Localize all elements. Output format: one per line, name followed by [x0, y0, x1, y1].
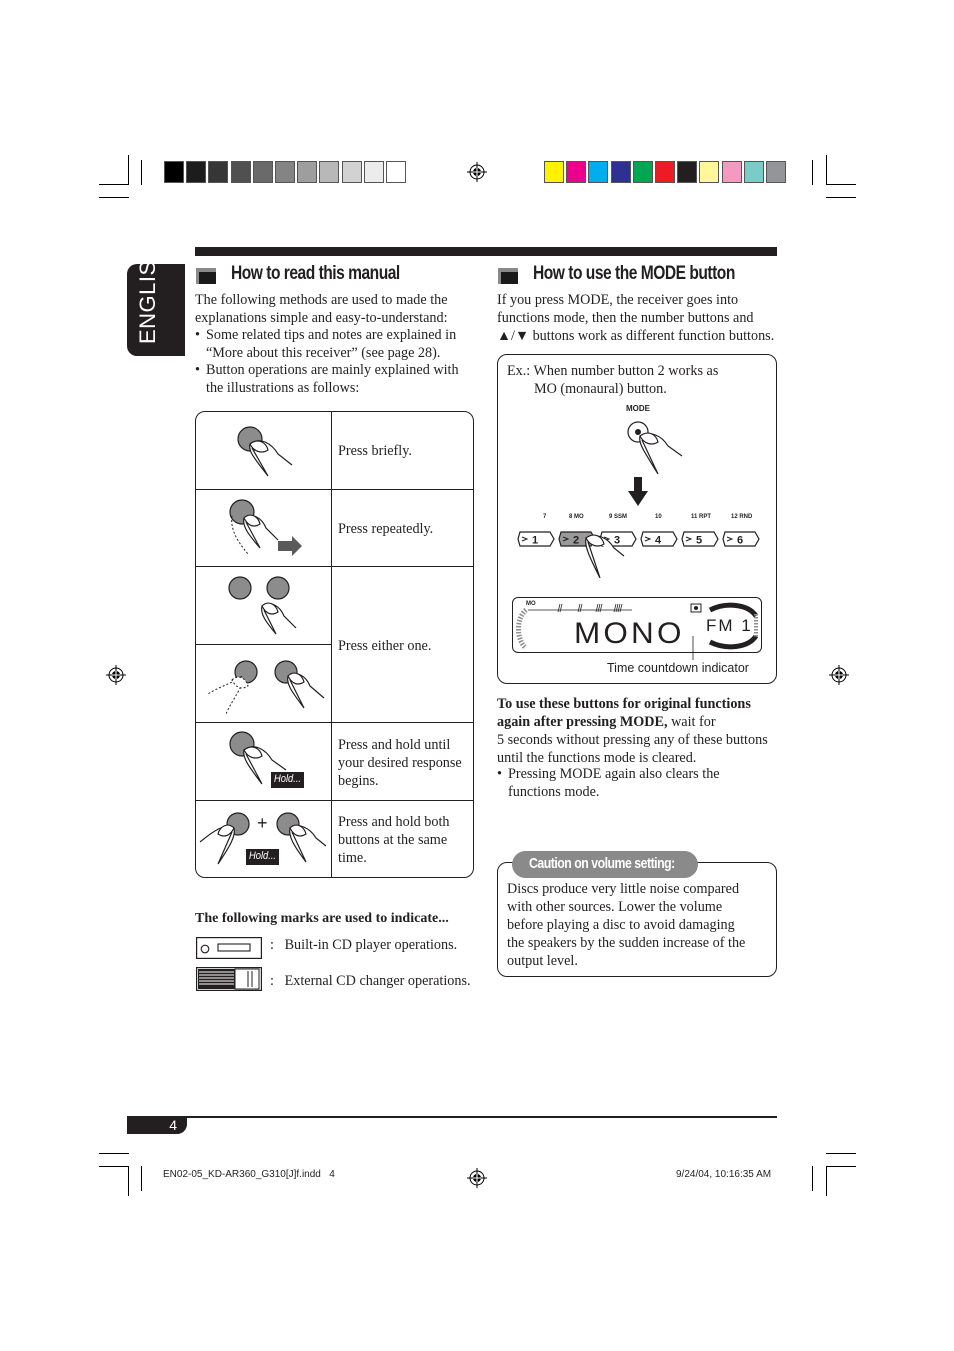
mode-example-text: Ex.: When number button 2 works as MO (monaural) button.: [507, 363, 719, 397]
marks-heading: The following marks are used to indicate...: [195, 911, 449, 926]
original-functions-text: To use these buttons for original functions again after pressing MODE, wait for 5 seconds without pressing any of these buttons until the functions mode is cleared.: [497, 696, 768, 766]
number-button-4: [640, 530, 678, 548]
press-briefly-illustration: [230, 420, 300, 486]
color-swatch: [744, 161, 764, 183]
number-2-press-finger: [578, 530, 628, 582]
section-marker-icon: [196, 268, 216, 284]
press-hold-both-text: Press and hold both buttons at the same time.: [338, 814, 450, 866]
registration-mark-icon: [467, 162, 487, 182]
plus-sign: +: [257, 813, 268, 833]
color-swatch: [566, 161, 586, 183]
press-repeatedly-text: Press repeatedly.: [338, 521, 434, 537]
color-swatch: [766, 161, 786, 183]
press-hold-text: Press and hold until your desired response begins.: [338, 737, 462, 789]
gray-swatch: [297, 161, 317, 183]
cd-changer-text: : External CD changer operations.: [270, 973, 471, 989]
caution-title-pill: Caution on volume setting:: [512, 851, 698, 878]
color-swatch: [677, 161, 697, 183]
builtin-cd-icon: [196, 937, 262, 959]
number-button-6: [722, 530, 760, 548]
hold-badge: Hold...: [271, 772, 304, 788]
registration-mark-icon: [106, 665, 126, 685]
gray-swatch: [319, 161, 339, 183]
number-button-5: [681, 530, 719, 548]
color-swatch: [722, 161, 742, 183]
registration-mark-icon: [829, 665, 849, 685]
display-main-text: MONO: [574, 617, 685, 650]
number-button-label: 6: [737, 534, 744, 547]
page-number: 4: [169, 1117, 177, 1133]
footer-file-name: EN02-05_KD-AR360_G310[J]f.indd 4: [163, 1169, 335, 1180]
button-label-12-rnd: 12 RND: [731, 514, 753, 520]
footer-rule: [127, 1116, 777, 1118]
gray-swatch: [386, 161, 406, 183]
gray-calibration-bar: [164, 161, 408, 183]
footer-timestamp: 9/24/04, 10:16:35 AM: [676, 1169, 772, 1180]
clock-icon: [690, 603, 702, 613]
right-section-title: How to use the MODE button: [533, 263, 735, 284]
button-label-8-mo: 8 MO: [569, 514, 584, 520]
press-either-illustration: [222, 572, 312, 640]
page-number-tab: [127, 1118, 187, 1134]
gray-swatch: [253, 161, 273, 183]
gray-swatch: [364, 161, 384, 183]
countdown-indicator-label: Time countdown indicator: [607, 661, 749, 675]
builtin-cd-text: : Built-in CD player operations.: [270, 937, 458, 953]
button-label-7: 7: [543, 514, 547, 520]
button-label-10: 10: [655, 514, 662, 520]
number-button-label: 5: [696, 534, 703, 547]
hold-both-badge: Hold...: [246, 849, 279, 865]
mode-label: MODE: [626, 404, 650, 413]
registration-mark-icon: [467, 1168, 487, 1188]
press-repeatedly-illustration: [222, 496, 306, 560]
cd-changer-icon: [196, 967, 262, 991]
number-button-label: 4: [655, 534, 662, 547]
press-briefly-text: Press briefly.: [338, 443, 412, 459]
left-intro: The following methods are used to made the explanations simple and easy-to-understand:: [195, 292, 448, 326]
color-swatch: [588, 161, 608, 183]
color-swatch: [633, 161, 653, 183]
display-left-arc: [514, 608, 528, 650]
color-calibration-bar: [544, 161, 788, 183]
number-button-label: 3: [614, 534, 621, 547]
left-bullet-1: • Some related tips and notes are explained in “More about this receiver” (see page 28).: [195, 327, 457, 361]
color-swatch: [611, 161, 631, 183]
number-button-label: 1: [532, 534, 539, 547]
language-tab: [127, 243, 185, 356]
gray-swatch: [231, 161, 251, 183]
gray-swatch: [186, 161, 206, 183]
caution-text: Discs produce very little noise compared with other sources. Lower the volume before playing a disc to avoid damaging the speakers by the sudden increase of the output level.: [507, 881, 746, 969]
button-label-9-ssm: 9 SSM: [609, 514, 628, 520]
button-label-11-rpt: 11 RPT: [691, 514, 712, 520]
left-section-title: How to read this manual: [231, 263, 400, 284]
gray-swatch: [275, 161, 295, 183]
section-marker-icon: [498, 268, 518, 284]
mode-button-press-illustration: [624, 418, 694, 480]
display-mo-indicator: MO: [526, 601, 536, 607]
number-button-1: [517, 530, 555, 548]
display-right-arc: [706, 600, 760, 652]
display-band-text: FM 1: [706, 616, 753, 635]
press-either-alt-illustration: [204, 650, 330, 718]
mode-clear-bullet: • Pressing MODE again also clears the functions mode.: [497, 766, 720, 800]
number-button-label: 2: [573, 534, 580, 547]
down-arrow-icon: [628, 477, 648, 507]
color-swatch: [699, 161, 719, 183]
gray-swatch: [208, 161, 228, 183]
color-swatch: [655, 161, 675, 183]
color-swatch: [544, 161, 564, 183]
gray-swatch: [164, 161, 184, 183]
section-top-rule: [195, 247, 777, 256]
language-tab-label: ENGLISH: [135, 243, 160, 344]
left-bullet-2: • Button operations are mainly explained with the illustrations as follows:: [195, 362, 459, 396]
countdown-leader-line: [690, 636, 696, 660]
press-either-text: Press either one.: [338, 638, 432, 654]
gray-swatch: [342, 161, 362, 183]
right-intro: If you press MODE, the receiver goes into functions mode, then the number buttons and ▲/▼ buttons work as different function buttons.: [497, 292, 775, 344]
